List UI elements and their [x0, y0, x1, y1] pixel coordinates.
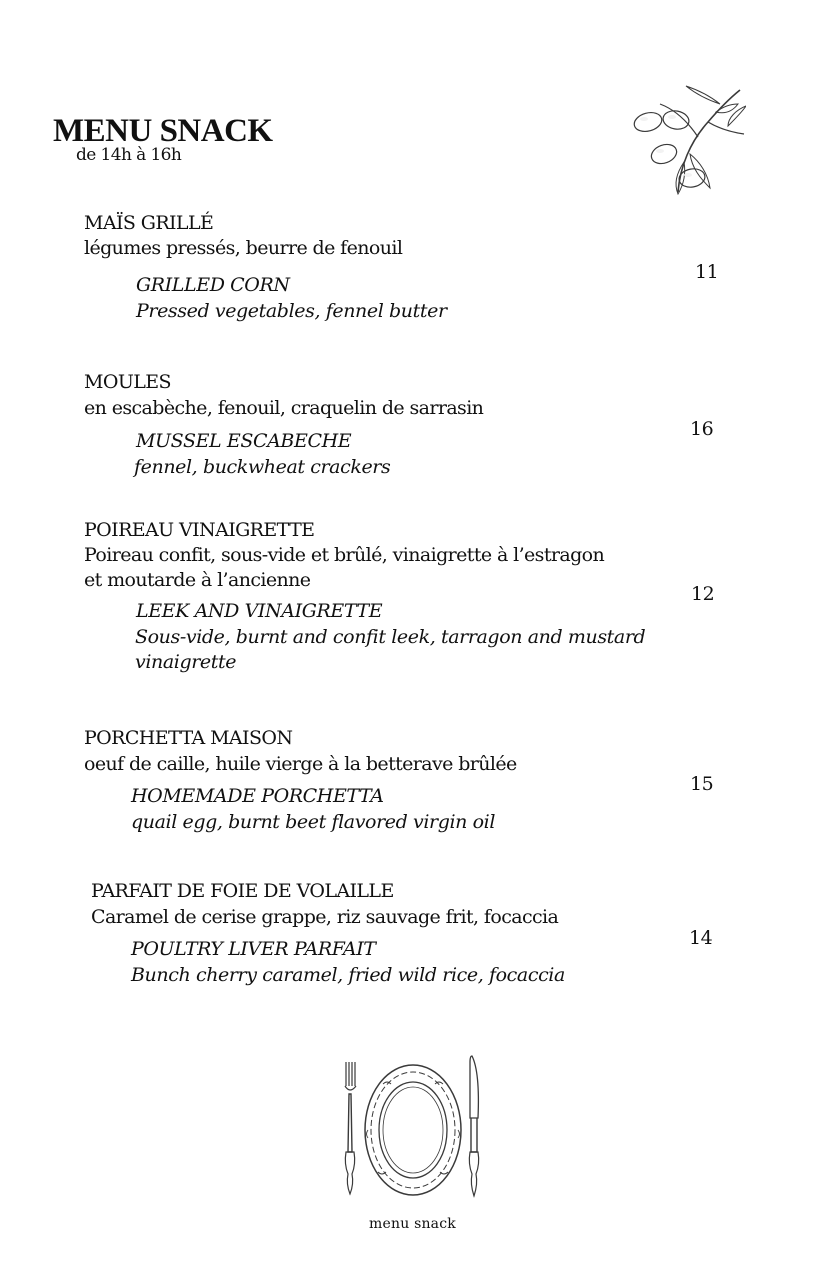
olive-branch-icon [628, 82, 746, 198]
menu-hours: de 14h à 16h [76, 145, 182, 165]
item-name-fr: MAÏS GRILLÉ [84, 212, 214, 234]
item-price: 11 [695, 261, 719, 283]
item-description-en: fennel, buckwheat crackers [134, 456, 391, 478]
item-description-en: Bunch cherry caramel, fried wild rice, focaccia [131, 964, 565, 986]
item-name-fr: MOULES [84, 371, 171, 393]
footer-label: menu snack [369, 1216, 456, 1232]
fork-icon [345, 1062, 356, 1194]
item-description-en: Sous-vide, burnt and confit leek, tarragon and mustard [135, 626, 646, 648]
item-name-en: LEEK AND VINAIGRETTE [136, 600, 383, 622]
item-description-fr: en escabèche, fenouil, craquelin de sarrasin [84, 397, 484, 419]
item-description-en: vinaigrette [135, 651, 237, 673]
item-description-fr: légumes pressés, beurre de fenouil [84, 237, 403, 259]
item-name-en: GRILLED CORN [136, 274, 290, 296]
item-name-fr: PORCHETTA MAISON [84, 727, 293, 749]
item-price: 12 [691, 583, 715, 605]
item-name-en: HOMEMADE PORCHETTA [131, 785, 384, 807]
item-description-fr: oeuf de caille, huile vierge à la betterave brûlée [84, 753, 517, 775]
knife-icon [469, 1056, 478, 1196]
plate-icon [365, 1065, 461, 1195]
item-name-fr: POIREAU VINAIGRETTE [84, 519, 315, 541]
item-price: 15 [690, 773, 714, 795]
menu-title: MENU SNACK [53, 113, 273, 149]
item-description-en: Pressed vegetables, fennel butter [136, 300, 447, 322]
item-description-fr: Caramel de cerise grappe, riz sauvage frit, focaccia [91, 906, 559, 928]
plate-cutlery-icon [338, 1052, 488, 1202]
item-description-en: quail egg, burnt beet flavored virgin oil [131, 811, 496, 833]
item-price: 14 [689, 927, 713, 949]
item-name-fr: PARFAIT DE FOIE DE VOLAILLE [91, 880, 394, 902]
item-name-en: POULTRY LIVER PARFAIT [131, 938, 376, 960]
item-description-fr: et moutarde à l’ancienne [84, 569, 311, 591]
item-description-fr: Poireau confit, sous-vide et brûlé, vinaigrette à l’estragon [84, 544, 605, 566]
item-price: 16 [690, 418, 714, 440]
item-name-en: MUSSEL ESCABECHE [136, 430, 352, 452]
